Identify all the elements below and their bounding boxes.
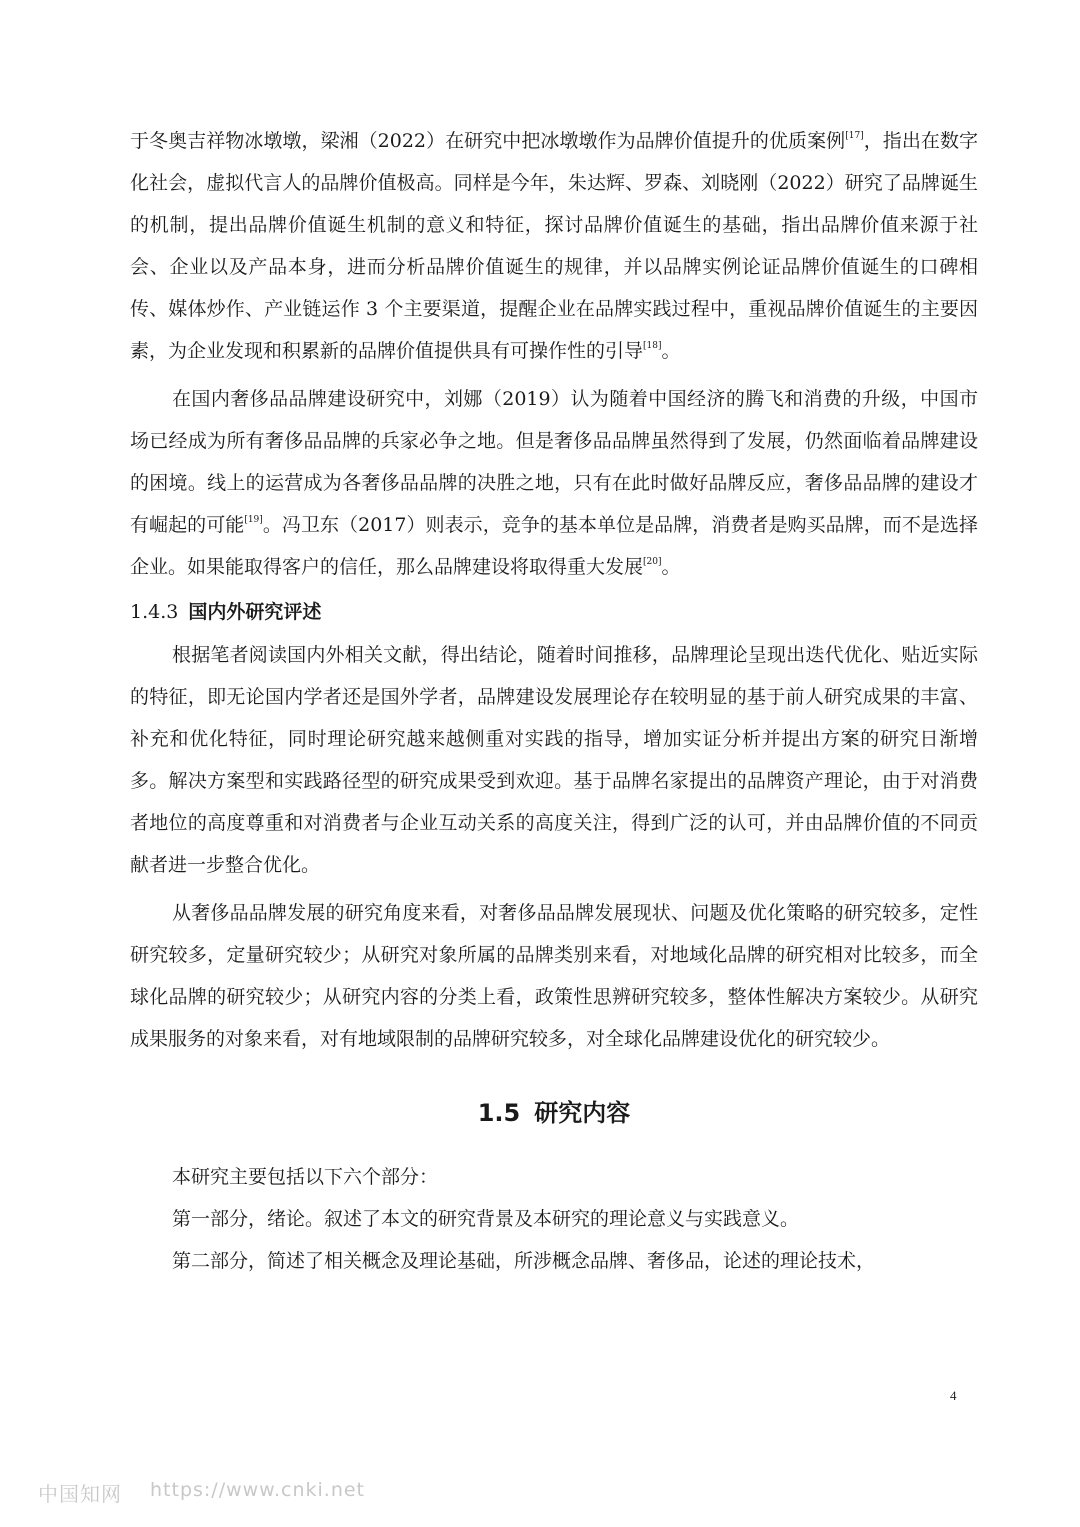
paragraph-intro: 本研究主要包括以下六个部分： [172,1166,439,1188]
paragraph-continuation [130,120,978,372]
citation-20: [20] [643,557,662,567]
paragraph-research-angle: 从奢侈品品牌发展的研究角度来看，对奢侈品品牌发展现状、问题及优化策略的研究较多，定性研究较多，定量研究较少；从研究对象所属的品牌类别来看，对地域化品牌的研究相对比较多，而全球化品牌的研究较少；从研究内容的分类上看，政策性思辨研究较多，整体性解决方案较少。从研究成果服务的对象来看，对有地域限制的品牌研究较多，对全球化品牌建设优化的研究较少。 [130,902,978,1050]
page-body [130,120,978,1282]
heading-number: 1.4.3 [130,601,179,623]
citation-17: [17] [845,131,864,141]
page-number: 4 [950,1388,957,1403]
heading-title: 研究内容 [534,1099,631,1127]
subsection-heading-1-4-3 [130,590,978,634]
citation-19: [19] [244,515,263,525]
section-heading-1-5 [130,1090,978,1136]
cnki-url: https://www.cnki.net [150,1479,366,1501]
paragraph-text: ，指出在数字化社会，虚拟代言人的品牌价值极高。同样是今年，朱达辉、罗森、刘晓刚（2022）研究了品牌诞生的机制，提出品牌价值诞生机制的意义和特征，探讨品牌价值诞生的基础，指出品牌价值来源于社会、企业以及产品本身，进而分析品牌价值诞生的规律，并以品牌实例论证品牌价值诞生的口碑相传、媒体炒作、产业链运作 3 个主要渠道，提醒企业在品牌实践过程中，重视品牌价值诞生的主要因素，为企业发现和积累新的品牌价值提供具有可操作性的引导 [130,130,978,362]
paragraph-end: 。 [661,556,681,578]
heading-title: 国内外研究评述 [188,601,322,623]
paragraph-text: 。冯卫东（2017）则表示，竞争的基本单位是品牌，消费者是购买品牌，而不是选择企业。如果能取得客户的信任，那么品牌建设将取得重大发展 [130,514,978,578]
heading-number: 1.5 [477,1099,521,1127]
paragraph-domestic-luxury [130,378,978,588]
cnki-logo-text: 中国知网 [38,1482,122,1506]
paragraph-part-one: 第一部分，绪论。叙述了本文的研究背景及本研究的理论意义与实践意义。 [172,1208,800,1230]
citation-18: [18] [643,341,662,351]
paragraph-text: 在国内奢侈品品牌建设研究中，刘娜（2019）认为随着中国经济的腾飞和消费的升级，中国市场已经成为所有奢侈品品牌的兵家必争之地。但是奢侈品品牌虽然得到了发展，仍然面临着品牌建设的困境。线上的运营成为各奢侈品品牌的决胜之地，只有在此时做好品牌反应，奢侈品品牌的建设才有崛起的可能 [130,388,978,536]
paragraph-text: 于冬奥吉祥物冰墩墩，梁湘（2022）在研究中把冰墩墩作为品牌价值提升的优质案例 [130,130,846,152]
paragraph-review: 根据笔者阅读国内外相关文献，得出结论，随着时间推移，品牌理论呈现出迭代优化、贴近实际的特征，即无论国内学者还是国外学者，品牌建设发展理论存在较明显的基于前人研究成果的丰富、补充和优化特征，同时理论研究越来越侧重对实践的指导，增加实证分析并提出方案的研究日渐增多。解决方案型和实践路径型的研究成果受到欢迎。基于品牌名家提出的品牌资产理论，由于对消费者地位的高度尊重和对消费者与企业互动关系的高度关注，得到广泛的认可，并由品牌价值的不同贡献者进一步整合优化。 [130,644,978,876]
paragraph-end: 。 [661,340,681,362]
paragraph-part-two: 第二部分，简述了相关概念及理论基础，所涉概念品牌、奢侈品，论述的理论技术， [172,1250,876,1272]
